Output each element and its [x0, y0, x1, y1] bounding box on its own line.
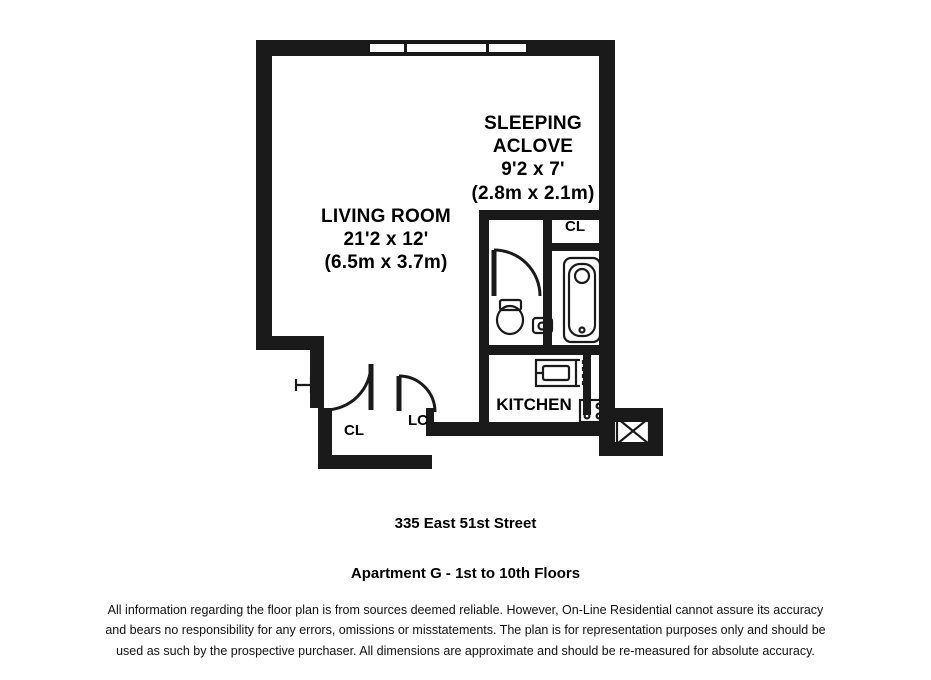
living-room-name: LIVING ROOM	[321, 206, 451, 227]
sleeping-alcove-dim-ft: 9'2 x 7'	[501, 159, 565, 181]
closet-entry-text: CL	[344, 422, 364, 439]
living-room-dim-ft: 21'2 x 12'	[343, 229, 429, 251]
room-label-living-room	[281, 205, 491, 275]
disclaimer-line-3: used as such by the prospective purchaser. All dimensions are approximate and should be re-measured for absolute accuracy.	[116, 643, 815, 658]
closet-label-entry	[330, 422, 378, 440]
disclaimer-line-2: and bears no responsibility for any errors, omissions or misstatements. The plan is for representation purposes only and should be	[105, 623, 826, 638]
apartment-info: Apartment G - 1st to 10th Floors	[350, 565, 581, 582]
living-room-dim-m: (6.5m x 3.7m)	[324, 252, 448, 274]
disclaimer-block	[0, 600, 931, 661]
room-label-kitchen	[479, 395, 589, 416]
sleeping-alcove-name: SLEEPING	[484, 113, 582, 134]
sleeping-alcove-dim-m: (2.8m x 2.1m)	[471, 182, 595, 204]
linen-closet-text: LC	[408, 412, 428, 429]
closet-bath-text: CL	[565, 218, 585, 235]
sleeping-alcove-name2: ACLOVE	[492, 136, 574, 158]
closet-label-bath	[545, 218, 605, 236]
property-address: 335 East 51st Street	[394, 515, 537, 532]
kitchen-name: KITCHEN	[496, 395, 572, 414]
disclaimer-line-1: All information regarding the floor plan is from sources deemed reliable. However, On-Line Residential cannot assure its accuracy	[107, 603, 824, 617]
linen-closet-label	[396, 412, 440, 430]
room-label-sleeping-alcove	[433, 112, 633, 205]
caption-block	[0, 515, 931, 582]
